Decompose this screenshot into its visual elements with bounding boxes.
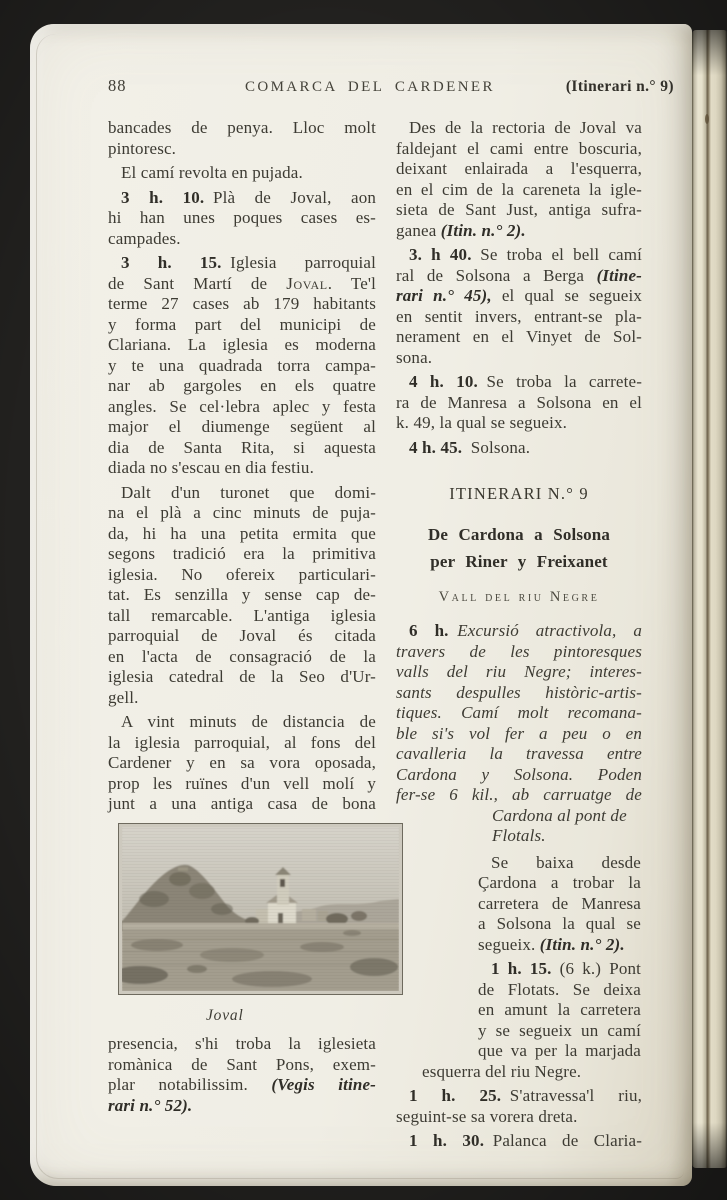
text-line: 3. h 40. Se troba el bell camí [409, 245, 642, 264]
text-line: terme 27 cases ab 179 habitants [108, 294, 376, 313]
paragraph [396, 438, 642, 459]
text-line: romànica de Sant Pons, exem- [108, 1054, 376, 1074]
text-line: nar ab gargoles en els quatre [108, 376, 376, 395]
text-line: segons tradició era la primitiva [108, 544, 376, 563]
itinerary-reference: (Itinerari n.° 9) [565, 78, 674, 95]
paragraph [108, 1034, 376, 1116]
text-line: pintoresc. [108, 138, 177, 158]
left-column-bottom-text [108, 1034, 376, 1116]
text-line: fer-se 6 kil., ab carruatge de [396, 785, 642, 804]
text-line: ral de Solsona a Berga (Itine- [396, 265, 642, 285]
text-line: ra de Manresa a Solsona en el [396, 392, 642, 412]
text-line: carretera de Manresa [478, 893, 641, 913]
text-line: 1 h. 30. Palanca de Claria- [409, 1131, 643, 1150]
text-line: tat. Es senzilla y sense cap de- [108, 585, 376, 604]
text-line: sants despulles històric-artis- [396, 682, 642, 702]
text-line: Cardona y Solsona. Poden [396, 764, 642, 784]
paragraph [108, 188, 376, 250]
text-line: iglesia. No ofereix particulari- [108, 564, 376, 584]
text-line: campades. [108, 228, 181, 248]
text-line: Des de la rectoria de Joval va [409, 118, 642, 137]
text-line: de Sant Martí de Joval. Te'l [108, 273, 376, 293]
text-line: iglesia catedral de la Seo d'Ur- [108, 667, 376, 686]
page-number: 88 [108, 76, 127, 95]
paragraph [108, 253, 376, 479]
text-line: deixant enlairada a l'esquerra, [396, 159, 642, 178]
text-line: junt a una antiga casa de bona [108, 794, 376, 813]
text-line: travers de les pintoresques [396, 641, 642, 661]
photo-caption: Joval [206, 1006, 244, 1024]
text-line: en el cim de la careneta la igle- [396, 179, 642, 199]
paragraph [396, 372, 642, 434]
text-line: la iglesia parroquial, al fons del [108, 732, 376, 752]
text-line: cavalleria la travessa entre [396, 744, 642, 763]
text-line: ganea (Itin. n.° 2). [396, 220, 526, 240]
text-line: hi han unes poques cases es- [108, 208, 376, 227]
text-line: esquerra del riu Negre. [422, 1061, 582, 1081]
text-line: El camí revolta en pujada. [121, 163, 303, 182]
text-line: seguint-se sa vorera dreta. [396, 1106, 578, 1126]
text-line: major el diumenge següent al [108, 417, 376, 436]
text-line: 6 h. Excursió atractivola, a [409, 621, 642, 640]
book-page [30, 24, 692, 1186]
text-line: na el plà a cinc minuts de puja- [108, 503, 376, 522]
text-line: y se segueix un camí [478, 1020, 641, 1040]
text-line: Clariana. La iglesia es moderna [108, 335, 376, 354]
text-line: y forma part del municipi de [108, 314, 376, 334]
text-line: tiques. Camí molt recomana- [396, 703, 642, 722]
paragraph [108, 118, 376, 159]
text-line: Cardener y en sa vora oposada, [108, 753, 376, 772]
text-line: 3 h. 15. Iglesia parroquial [121, 253, 376, 272]
text-line: da, hi ha una petita ermita que [108, 523, 376, 543]
text-line: diada no s'escau en dia festiu. [108, 458, 314, 477]
text-line: de Flotats. Se deixa [478, 979, 641, 999]
text-line: 3 h. 10. Plà de Joval, aon [121, 187, 377, 207]
text-line: Dalt d'un turonet que domi- [121, 482, 376, 502]
running-title: COMARCA DEL CARDENER [244, 79, 495, 95]
paragraph [396, 1062, 642, 1083]
paragraph [396, 621, 642, 847]
text-line: faldejant el cami entre boscuria, [396, 138, 642, 158]
text-line: gell. [108, 687, 139, 707]
text-line: sieta de Sant Just, antiga sufra- [396, 200, 642, 219]
text-line: angles. Se cel·lebra aplec y festa [108, 396, 376, 416]
text-line: Se baixa desde [491, 852, 641, 872]
photo-figure [118, 823, 403, 1027]
page-header [108, 76, 674, 96]
text-line: dia de Santa Rita, si aquesta [108, 437, 376, 457]
text-line: que va per la marjada [478, 1041, 641, 1060]
paragraph [108, 163, 376, 184]
text-line: nerament en el Vinyet de Sol- [396, 327, 642, 346]
paragraph [396, 245, 642, 368]
text-line: rari n.° 52). [108, 1095, 193, 1115]
text-line: A vint minuts de distancia de [121, 712, 376, 731]
itinerary-heading: ITINERARI N.° 9 [449, 484, 589, 503]
paragraph [108, 712, 376, 815]
left-column [108, 118, 376, 1116]
text-line: segueix. (Itin. n.° 2). [478, 934, 625, 954]
paragraph [108, 483, 376, 709]
text-line: en sentit invers, entrant-se pla- [396, 306, 642, 326]
text-line: y te una quadrada torra campa- [108, 355, 376, 375]
right-column-narrow-text [478, 853, 641, 1062]
text-line: 1 h. 15. (6 k.) Pont [491, 959, 641, 978]
text-line: k. 49, la qual se segueix. [396, 413, 568, 432]
text-line: Çardona a trobar la [478, 873, 641, 892]
text-line: valls del riu Negre; interes- [396, 662, 642, 681]
text-line: 1 h. 25. S'atravessa'l riu, [409, 1086, 642, 1105]
text-line: 4 h. 10. Se troba la carrete- [409, 372, 642, 391]
text-line: a Solsona la qual se [478, 914, 641, 933]
text-line: prop les ruïnes d'un vell molí y [108, 773, 376, 793]
text-line: en l'acta de consagració de la [108, 646, 376, 666]
text-line: Cardona al pont de [492, 805, 627, 825]
paragraph [478, 959, 641, 1062]
right-column-mid-text [396, 621, 642, 847]
paragraph [478, 853, 641, 956]
text-line: Flotals. [492, 826, 546, 845]
paragraph [396, 1086, 642, 1127]
right-column-top-text [396, 118, 642, 458]
text-line: en amunt la carretera [478, 1000, 641, 1019]
text-line: 4 h. 45. Solsona. [409, 437, 531, 457]
page-stack-edge [692, 30, 727, 1168]
text-line: bancades de penya. Lloc molt [108, 118, 376, 137]
text-line: plar notabilissim. (Vegis itine- [108, 1075, 376, 1094]
left-column-text [108, 118, 376, 815]
text-line: parroquial de Joval és citada [108, 626, 376, 645]
text-line: tall remarcable. L'antiga iglesia [108, 605, 376, 625]
route-title-line2: per Riner y Freixanet [430, 551, 608, 571]
route-title-line1: De Cardona a Solsona [427, 524, 611, 544]
text-line: sona. [396, 347, 433, 367]
text-line: presencia, s'hi troba la iglesieta [108, 1034, 376, 1053]
paragraph [396, 1131, 642, 1152]
landscape-photo-graphic [122, 827, 399, 991]
right-column-bottom-text [396, 1062, 642, 1152]
route-title [396, 521, 642, 575]
text-line: ble si's vol fer a peu o en [396, 723, 642, 743]
route-subtitle: Vall del riu Negre [438, 588, 600, 605]
joval-photo [118, 823, 403, 995]
right-column [396, 118, 642, 1152]
paragraph [396, 118, 642, 241]
text-line: rari n.° 45), el qual se segueix [396, 286, 642, 305]
